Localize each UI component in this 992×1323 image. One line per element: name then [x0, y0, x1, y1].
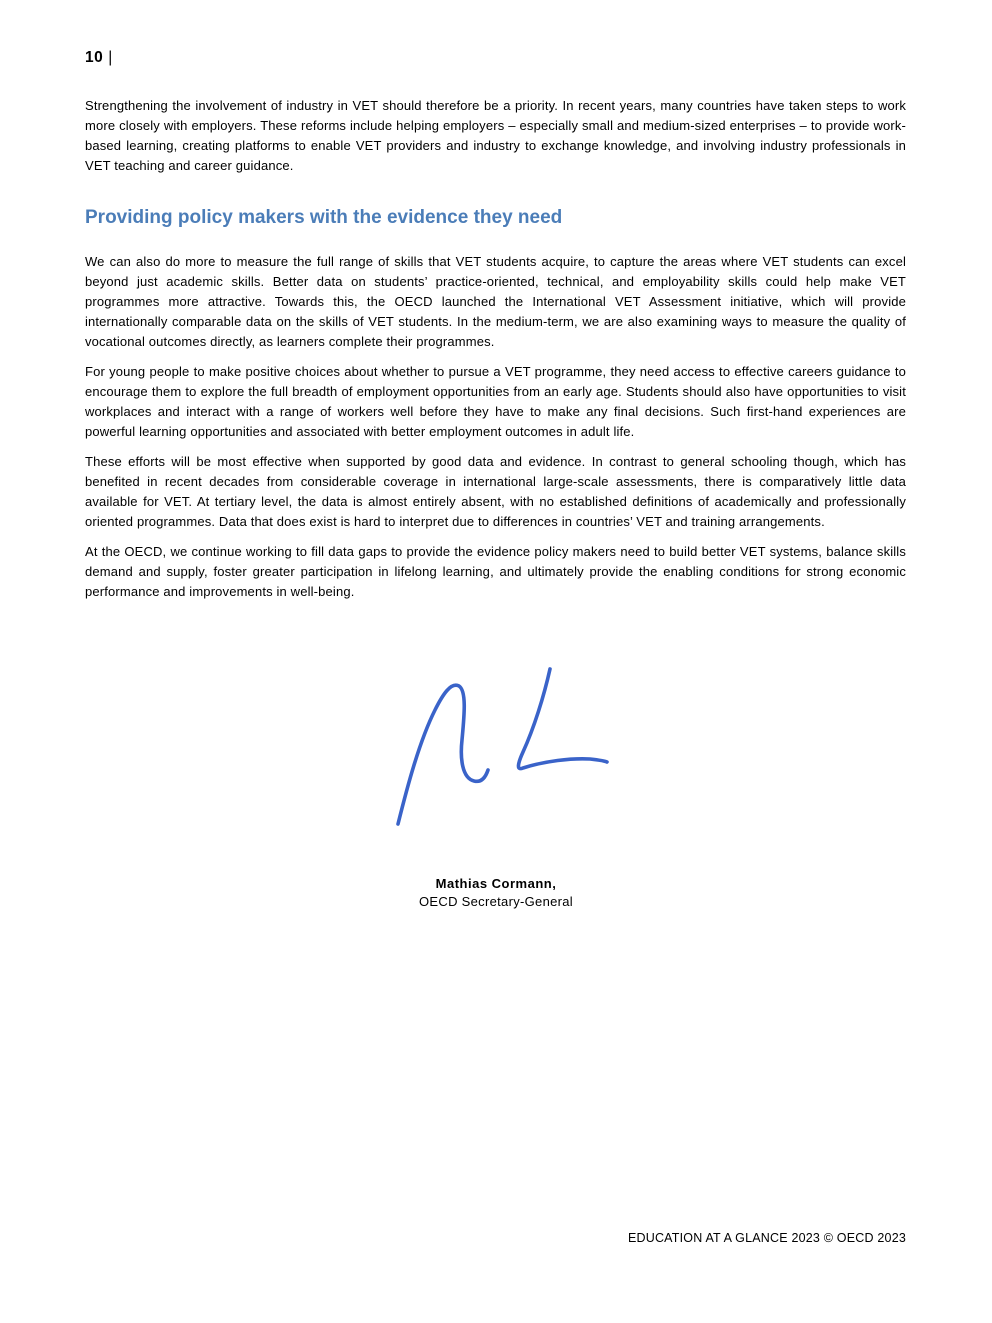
signature-stroke-right	[518, 669, 607, 769]
page-number-separator: |	[108, 49, 113, 66]
body-paragraph-3: These efforts will be most effective when supported by good data and evidence. In contrast to general schooling though, which has benefited in recent decades from considerable coverage in international large-scale assessments, there is comparatively little data available for VET. At tertiary level, the data is almost entirely absent, with no established definitions of academically and professionally oriented programmes. Data that does exist is hard to interpret due to differences in countries’ VET and training arrangements.	[85, 454, 906, 529]
body-paragraph-1: We can also do more to measure the full range of skills that VET students acquire, to capture the areas where VET students can excel beyond just academic skills. Better data on students’ practice-oriented, technical, and employability skills could help make VET programmes more attractive. Towards this, the OECD launched the International VET Assessment initiative, which will provide internationally comparable data on the skills of VET students. In the medium-term, we are also examining ways to measure the quality of vocational outcomes directly, as learners complete their programmes.	[85, 254, 906, 349]
page-number: 10	[85, 49, 104, 66]
signature-stroke-left	[398, 685, 488, 824]
page-footer: EDUCATION AT A GLANCE 2023 © OECD 2023	[627, 1231, 906, 1245]
handwritten-signature	[385, 660, 620, 835]
intro-paragraph: Strengthening the involvement of industry in VET should therefore be a priority. In recent years, many countries have taken steps to work more closely with employers. These reforms include helping employers – especially small and medium-sized enterprises – to provide work-based learning, creating platforms to enable VET providers and industry to exchange knowledge, and involving industry professionals in VET teaching and career guidance.	[85, 98, 906, 173]
section-heading: Providing policy makers with the evidence they need	[85, 207, 563, 228]
signer-block	[396, 875, 596, 911]
page-content	[85, 96, 906, 612]
body-paragraph-2: For young people to make positive choices about whether to pursue a VET programme, they need access to effective careers guidance to encourage them to explore the full breadth of employment opportunities from an early age. Students should also have opportunities to visit workplaces and interact with a range of workers well before they have to make any final decisions. Such first-hand experiences are powerful learning opportunities and associated with better employment outcomes in adult life.	[85, 364, 906, 439]
signer-name: Mathias Cormann,	[435, 876, 557, 891]
signer-title: OECD Secretary-General	[419, 894, 573, 909]
body-paragraph-4: At the OECD, we continue working to fill data gaps to provide the evidence policy makers need to build better VET systems, balance skills demand and supply, foster greater participation in lifelong learning, and ultimately provide the enabling conditions for strong economic performance and improvements in well-being.	[85, 544, 906, 599]
page-header	[85, 48, 112, 68]
